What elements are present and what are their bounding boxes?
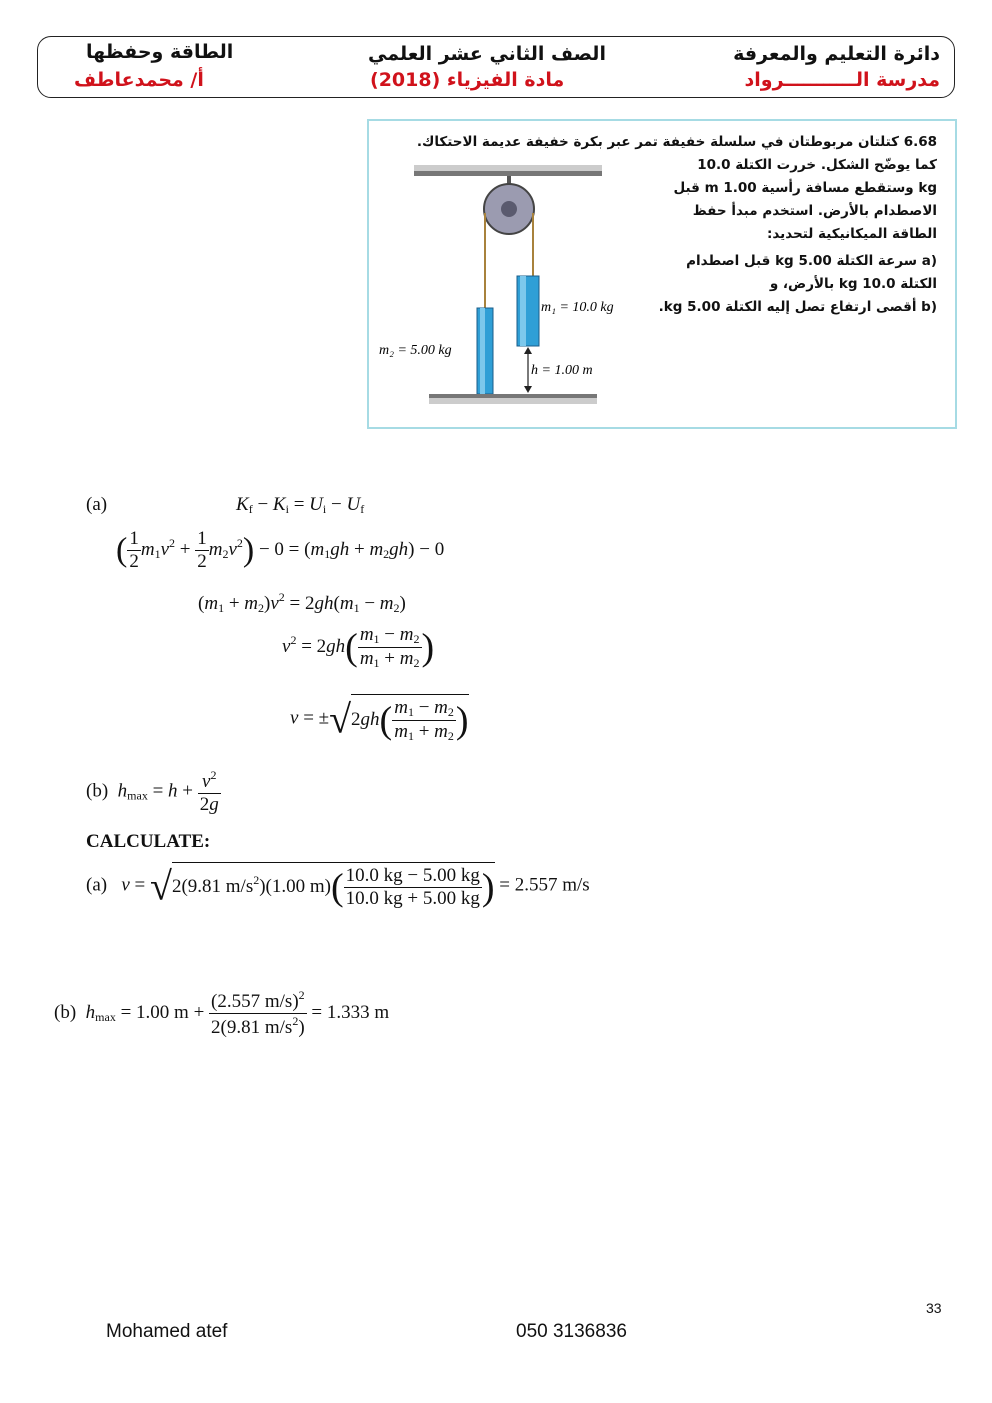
header-subject: مادة الفيزياء (2018) xyxy=(370,69,565,91)
floor xyxy=(429,394,597,398)
problem-line-8: (b أقصى ارتفاع تصل إليه الكتلة 5.00 kg. xyxy=(658,299,937,315)
header-topic: الطاقة وحفظها xyxy=(86,41,234,63)
footer-phone: 050 3136836 xyxy=(516,1321,627,1342)
result-a: = 2.557 m/s xyxy=(499,874,590,896)
equation-expanded: ( $\frac{1}{2}$ $m_1v^2$ + $\frac{1}{2}$ $m_2v^2) - 0 = (m_1gh + m_2gh) - 0$ xyxy=(116,528,445,572)
part-b-label: (b) xyxy=(86,780,109,802)
calculation-b: (b) $h_{max} = 1.00$ m + $\frac{(2.557 m/s)^2}{2(9.81 m/s^2)}$ = 1.333 m xyxy=(54,988,390,1038)
h-label: h = 1.00 m xyxy=(531,363,593,378)
header-grade: الصف الثاني عشر العلمي xyxy=(368,43,606,65)
footer-author: Mohamed atef xyxy=(106,1321,228,1342)
header-department: دائرة التعليم والمعرفة xyxy=(733,43,940,65)
problem-line-3: kg وستقطع مسافة رأسية 1.00 m قبل xyxy=(673,180,937,196)
ceiling xyxy=(414,171,602,176)
page-number: 33 xyxy=(926,1300,942,1316)
m2-label: m₂ = 5.00 kg xyxy=(379,343,452,358)
floor-shade xyxy=(429,398,597,404)
problem-line-5: الطاقة الميكانيكية لتحديد: xyxy=(766,226,937,242)
problem-box xyxy=(367,119,957,429)
equation-energy-balance: $K_f - K_i = U_i - U_f$ xyxy=(236,494,365,516)
ceiling-shade xyxy=(414,165,602,171)
problem-line-1: 6.68 كتلتان مربوطتان في سلسلة خفيفة تمر عبر بكرة خفيفة عديمة الاحتكاك. xyxy=(416,134,937,150)
block-m2-highlight xyxy=(480,308,485,394)
block-m1-highlight xyxy=(520,276,526,346)
m1-label: m₁ = 10.0 kg xyxy=(541,300,614,315)
result-b: = 1.333 m xyxy=(311,1001,390,1023)
header-author: أ/ محمدعاطف xyxy=(74,69,204,91)
calculate-heading: CALCULATE: xyxy=(86,831,211,852)
header-school: مدرسة الـــــــــــرواد xyxy=(744,69,940,91)
height-arrow-top xyxy=(524,347,532,354)
problem-line-2: كما يوضّح الشكل. خررت الكتلة 10.0 xyxy=(697,157,937,173)
page-header xyxy=(37,36,955,98)
problem-line-4: الاصطدام بالأرض. استخدم مبدأ حفظ xyxy=(692,203,937,219)
equation-v-squared: $v^2 = 2gh$( $\frac{m_1 - m_2}{m_1 + m_2}$ ) xyxy=(282,624,435,670)
pulley-axle xyxy=(501,201,517,217)
equation-hmax: (b) $h_{max} = h$ + $\frac{v^2}{2g}$ xyxy=(86,768,219,815)
problem-line-6: (a سرعة الكتلة 5.00 kg قبل اصطدام xyxy=(686,253,937,269)
problem-line-7: الكتلة 10.0 kg بالأرض، و xyxy=(769,276,937,292)
part-a-label: (a) xyxy=(86,494,108,515)
equation-v: v = ±√2gh( $\frac{m_1 - m_2}{m_1 + m_2}$ ) xyxy=(290,694,469,744)
calculation-a: (a) v = √2(9.81 $m/s^2)(1.00$ m)( $\frac{10.0 kg - 5.00 kg}{10.0 kg + 5.00 kg}$ ) = 2.557 m/s xyxy=(86,863,590,909)
equation-simplified: $(m_1 + m_2)v^2 = 2gh(m_1 - m_2)$ xyxy=(198,590,406,615)
height-arrow-bottom xyxy=(524,386,532,393)
